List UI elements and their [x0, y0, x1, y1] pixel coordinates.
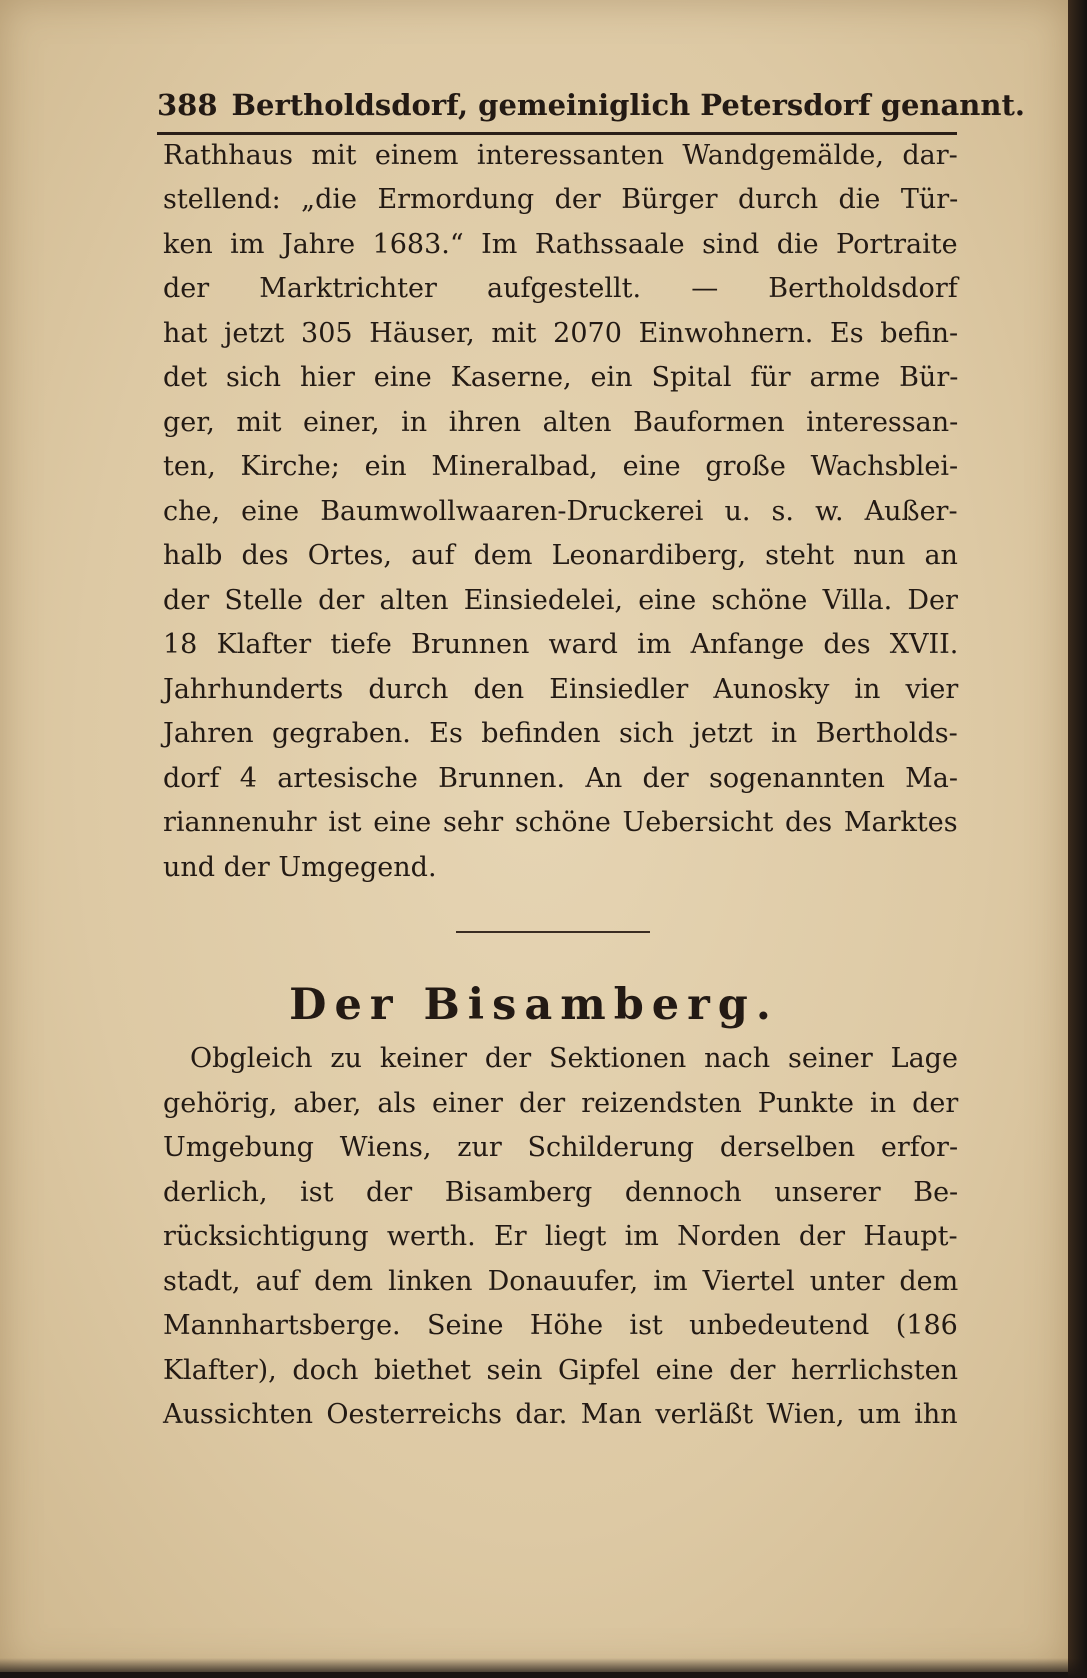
page-number: 388	[157, 88, 218, 122]
body-line: stellend: „die Ermordung der Bürger durch die Tür-	[163, 184, 959, 215]
body-line: riannenuhr ist eine sehr schöne Uebersicht des Marktes	[163, 807, 958, 838]
section-title: Der Bisamberg.	[289, 980, 779, 1030]
body-line: der Marktrichter aufgestellt. — Bertholdsdorf	[163, 273, 958, 304]
page-header	[157, 88, 1025, 128]
running-title: Bertholdsdorf, gemeiniglich Petersdorf genannt.	[231, 88, 1025, 122]
section-line: rücksichtigung werth. Er liegt im Norden der Haupt-	[163, 1221, 958, 1252]
section-line: gehörig, aber, als einer der reizendsten Punkte in der	[163, 1088, 959, 1119]
body-line: Jahren gegraben. Es befinden sich jetzt in Bertholds-	[163, 718, 958, 749]
body-line: ken im Jahre 1683.“ Im Rathssaale sind die Portraite	[163, 229, 958, 260]
section-line: derlich, ist der Bisamberg dennoch unserer Be-	[163, 1177, 959, 1208]
header-rule	[157, 132, 957, 135]
body-line: dorf 4 artesische Brunnen. An der sogenannten Ma-	[163, 763, 959, 794]
section-separator	[456, 931, 650, 933]
section-line: Klafter), doch biethet sein Gipfel eine der herrlichsten	[163, 1355, 958, 1386]
body-line: Rathhaus mit einem interessanten Wandgemälde, dar-	[163, 140, 958, 171]
bottom-edge-shadow	[0, 1658, 1087, 1678]
body-line: ger, mit einer, in ihren alten Bauformen interessan-	[163, 407, 959, 438]
section-line: Aussichten Oesterreichs dar. Man verläßt Wien, um ihn	[163, 1399, 958, 1430]
body-line: halb des Ortes, auf dem Leonardiberg, steht nun an	[163, 540, 958, 571]
body-line: che, eine Baumwollwaaren-Druckerei u. s. w. Außer-	[163, 496, 958, 527]
book-spine-shadow	[1068, 0, 1087, 1678]
body-line: 18 Klafter tiefe Brunnen ward im Anfange des XVII.	[163, 629, 959, 660]
section-line: stadt, auf dem linken Donauufer, im Viertel unter dem	[163, 1266, 959, 1297]
body-line: det sich hier eine Kaserne, ein Spital für arme Bür-	[163, 362, 959, 393]
body-line: und der Umgegend.	[163, 852, 437, 883]
section-line: Obgleich zu keiner der Sektionen nach seiner Lage	[190, 1043, 958, 1074]
body-line: hat jetzt 305 Häuser, mit 2070 Einwohnern. Es befin-	[163, 318, 959, 349]
section-line: Umgebung Wiens, zur Schilderung derselben erfor-	[163, 1132, 959, 1163]
body-line: Jahrhunderts durch den Einsiedler Aunosky in vier	[163, 674, 959, 705]
section-line: Mannhartsberge. Seine Höhe ist unbedeutend (186	[163, 1310, 958, 1341]
body-line: ten, Kirche; ein Mineralbad, eine große Wachsblei-	[163, 451, 959, 482]
body-line: der Stelle der alten Einsiedelei, eine schöne Villa. Der	[163, 585, 958, 616]
